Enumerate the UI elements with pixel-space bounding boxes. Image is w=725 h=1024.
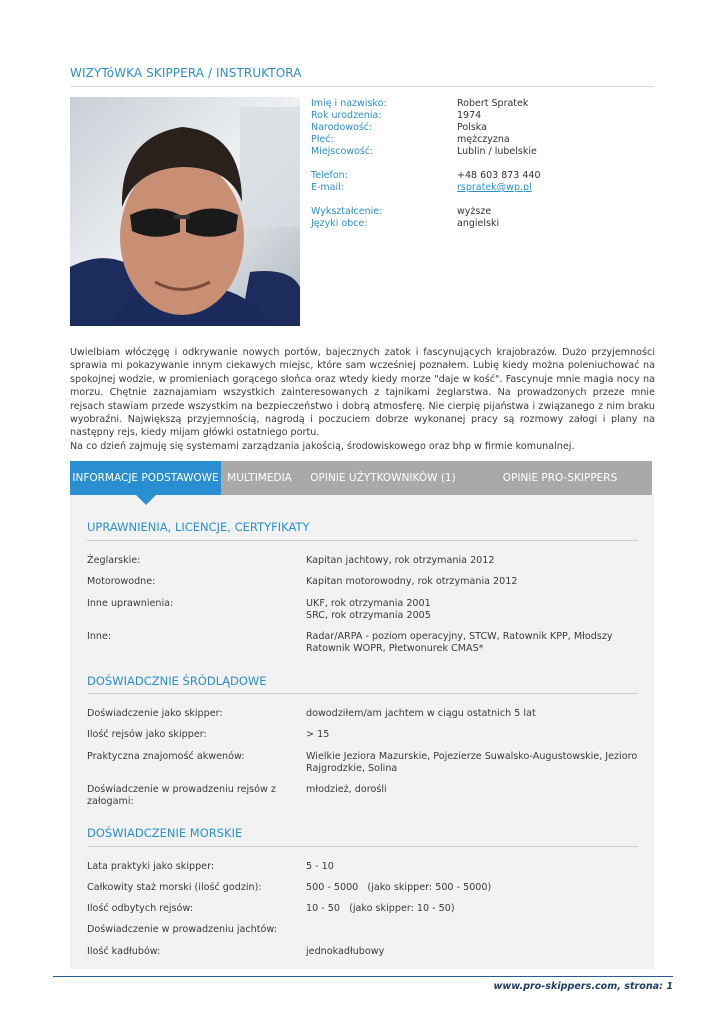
tab-user-reviews[interactable]: OPINIE UŻYTKOWNIKÓW (1) xyxy=(310,472,456,484)
profile-info xyxy=(311,98,641,230)
row-label: Doświadczenie w prowadzeniu rejsów z załogami: xyxy=(87,784,276,807)
profile-row-city xyxy=(311,146,641,158)
profile-label: Telefon: xyxy=(311,170,348,181)
profile-label: Rok urodzenia: xyxy=(311,110,382,121)
table-row xyxy=(87,946,647,958)
row-label: Doświadczenie jako skipper: xyxy=(87,708,223,719)
profile-row-gender xyxy=(311,134,641,146)
table-row xyxy=(87,861,647,873)
spacer xyxy=(311,194,641,206)
section-title-sea: DOŚWIADCZENIE MORSKIE xyxy=(87,826,243,840)
section-title-inland: DOŚWIADCZNIE ŚRÓDLĄDOWE xyxy=(87,674,267,688)
row-label: Żeglarskie: xyxy=(87,555,141,566)
row-value: 500 - 5000 (jako skipper: 500 - 5000) xyxy=(306,882,492,893)
title-divider xyxy=(70,86,654,87)
row-value: Radar/ARPA - poziom operacyjny, STCW, Ratownik KPP, Młodszy Ratownik WOPR, Płetwonurek CMAS* xyxy=(306,631,613,654)
section-divider xyxy=(87,846,638,847)
row-value-line: SRC, rok otrzymania 2005 xyxy=(306,610,431,621)
profile-label: Narodowość: xyxy=(311,122,373,133)
profile-value: Robert Spratek xyxy=(457,98,529,109)
table-row xyxy=(87,882,647,894)
tab-basic-info[interactable]: INFORMACJE PODSTAWOWE xyxy=(70,461,221,495)
footer-divider xyxy=(53,976,673,977)
table-row xyxy=(87,903,647,915)
table-row xyxy=(87,924,647,936)
row-label: Inne uprawnienia: xyxy=(87,598,174,609)
profile-value: wyższe xyxy=(457,206,492,217)
profile-label: Imię i nazwisko: xyxy=(311,98,387,109)
profile-row-languages xyxy=(311,218,641,230)
section-divider xyxy=(87,693,638,694)
skipper-photo xyxy=(70,97,300,326)
profile-label: Płeć: xyxy=(311,134,334,145)
row-value: młodzież, dorośli xyxy=(306,784,387,795)
row-value xyxy=(306,924,647,936)
row-value: Wielkie Jeziora Mazurskie, Pojezierze Suwalsko-Augustowskie, Jezioro Rajgrodzkie, Solina xyxy=(306,751,638,774)
section-title-licenses: UPRAWNIENIA, LICENCJE, CERTYFIKATY xyxy=(87,520,310,534)
profile-value: 1974 xyxy=(457,110,482,121)
row-label: Ilość odbytych rejsów: xyxy=(87,903,193,914)
row-value: jednokadłubowy xyxy=(306,946,385,957)
active-tab-arrow-icon xyxy=(136,495,156,505)
row-label: Praktyczna znajomość akwenów: xyxy=(87,751,245,762)
spacer xyxy=(311,158,641,170)
table-row xyxy=(87,555,647,567)
table-row xyxy=(87,784,647,808)
profile-row-phone xyxy=(311,170,641,182)
row-label: Ilość kadłubów: xyxy=(87,946,161,957)
row-value: 10 - 50 (jako skipper: 10 - 50) xyxy=(306,903,455,914)
profile-row-birth-year xyxy=(311,110,641,122)
profile-label: Języki obce: xyxy=(311,218,368,229)
profile-label: Wykształcenie: xyxy=(311,206,383,217)
row-value xyxy=(306,598,647,622)
profile-value: +48 603 873 440 xyxy=(457,170,541,181)
row-label: Doświadczenie w prowadzeniu jachtów: xyxy=(87,924,277,935)
tab-bar xyxy=(70,461,652,495)
table-row xyxy=(87,631,647,655)
bio-paragraph: Na co dzień zajmuję się systemami zarządzania jakością, środowiskowego oraz bhp w firmie komunalnej. xyxy=(70,440,575,452)
row-label: Lata praktyki jako skipper: xyxy=(87,861,215,872)
table-row xyxy=(87,751,647,775)
profile-value: Lublin / lubelskie xyxy=(457,146,537,157)
profile-value: mężczyzna xyxy=(457,134,510,145)
table-row xyxy=(87,729,647,741)
row-label: Motorowodne: xyxy=(87,576,156,587)
row-value-line: UKF, rok otrzymania 2001 xyxy=(306,598,431,609)
row-value: dowodziłem/am jachtem w ciągu ostatnich 5 lat xyxy=(306,708,536,719)
row-label: Inne: xyxy=(87,631,112,642)
profile-row-email xyxy=(311,182,641,194)
tab-pro-skippers-reviews[interactable]: OPINIE PRO-SKIPPERS xyxy=(502,472,618,484)
row-value: 5 - 10 xyxy=(306,861,334,872)
profile-row-education xyxy=(311,206,641,218)
profile-row-name xyxy=(311,98,641,110)
row-label: Ilość rejsów jako skipper: xyxy=(87,729,207,740)
section-divider xyxy=(87,540,638,541)
row-value: > 15 xyxy=(306,729,330,740)
profile-label: E-mail: xyxy=(311,182,344,193)
tab-multimedia[interactable]: MULTIMEDIA xyxy=(227,472,292,484)
page-title: WIZYTóWKA SKIPPERA / INSTRUKTORA xyxy=(70,66,302,80)
bio-paragraph: Uwielbiam włóczęgę i odkrywanie nowych portów, bajecznych zatok i fascynujących krajobrazów. Dużo przyjemności sprawia mi pokazywanie innym ciekawych miejsc, które sam wcześniej poznałem. Lubię kiedy można poleniuchować na spokojnej wodzie, w promieniach gorącego słońca oraz wtedy kiedy morze "daje w kość". Fascynuje mnie magia nocy na morzu. Chętnie zaznajamiam wszystkich zainteresowanych z tajnikami żeglarstwa. Na prowadzonych przeze mnie rejsach stawiam przede wszystkim na bezpieczeństwo i dobrą atmosferę. Nie cierpię pijaństwa i związanego z nim braku wyobraźni. Największą przyjemnością, nagrodą i poczuciem dobrze wykonanej pracy są rozmowy załogi i plany na następny rejs, kiedy mijam główki ostatniego portu. xyxy=(70,347,655,439)
email-link[interactable]: rspratek@wp.pl xyxy=(457,182,532,193)
profile-value: angielski xyxy=(457,218,500,229)
table-row xyxy=(87,598,647,622)
profile-label: Miejscowość: xyxy=(311,146,374,157)
bio xyxy=(70,346,655,453)
row-value: Kapitan jachtowy, rok otrzymania 2012 xyxy=(306,555,495,566)
table-row xyxy=(87,576,647,588)
profile-row-nationality xyxy=(311,122,641,134)
row-label: Całkowity staż morski (ilość godzin): xyxy=(87,882,262,893)
footer-text: www.pro-skippers.com, strona: 1 xyxy=(493,981,673,992)
profile-value: Polska xyxy=(457,122,487,133)
table-row xyxy=(87,708,647,720)
row-value: Kapitan motorowodny, rok otrzymania 2012 xyxy=(306,576,518,587)
